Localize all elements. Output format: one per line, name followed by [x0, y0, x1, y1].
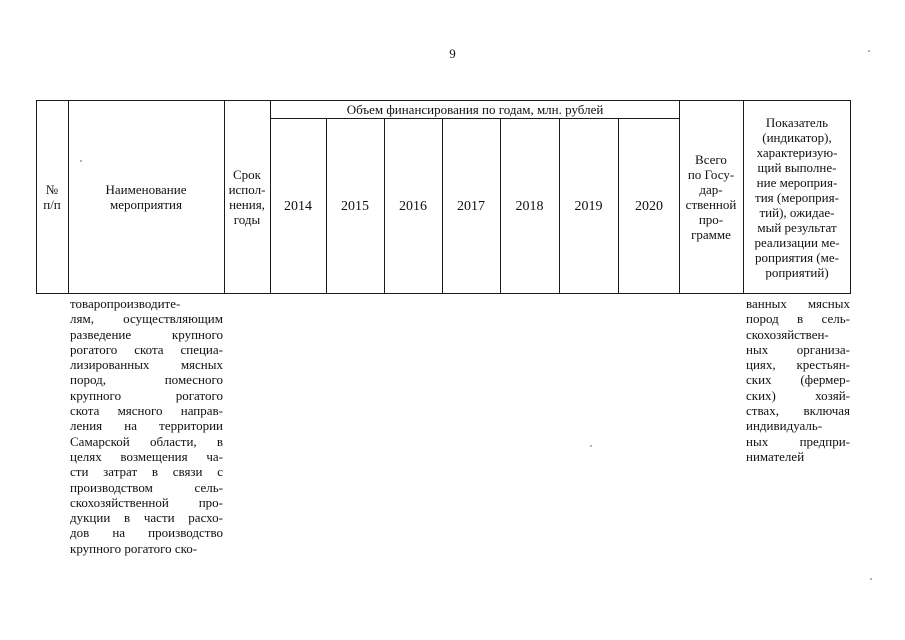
text-line: скохозяйственной про-: [70, 494, 223, 510]
text-line: ствах, включая: [746, 403, 850, 419]
name-column-text: [70, 296, 223, 556]
header-year: 2015: [341, 198, 369, 214]
text-line: пород в сель-: [746, 311, 850, 327]
indicator-column-text: [746, 296, 850, 464]
page-number: 9: [449, 46, 456, 61]
text-line: ванных мясных: [746, 296, 850, 311]
header-number: № п/п: [43, 182, 61, 212]
header-total: Всего по Госу- дар- ственной про- грамме: [685, 152, 737, 242]
header-year: 2016: [399, 198, 427, 214]
text-line: лям, осуществляющим: [70, 311, 223, 327]
header-funding-title: Объем финансирования по годам, млн. рублей: [346, 101, 604, 117]
header-year: 2020: [635, 198, 663, 214]
text-line: ных предпри-: [746, 433, 850, 449]
text-line: Самарской области, в: [70, 433, 223, 449]
header-year: 2017: [457, 198, 485, 214]
text-line: сти затрат в связи с: [70, 464, 223, 480]
text-line: дов на производство: [70, 525, 223, 541]
text-line: разведение крупного: [70, 326, 223, 342]
header-year: 2018: [515, 198, 544, 214]
text-line: циях, крестьян-: [746, 357, 850, 373]
text-line: пород, помесного: [70, 372, 223, 388]
text-line: лизированных мясных: [70, 357, 223, 373]
text-line: целях возмещения ча-: [70, 448, 223, 464]
text-line: индивидуаль-: [746, 418, 823, 434]
text-line: ления на территории: [70, 418, 223, 434]
text-line: ных организа-: [746, 341, 850, 357]
scan-speck: [590, 445, 592, 447]
text-line: производством сель-: [70, 479, 223, 495]
header-year: 2019: [574, 198, 603, 214]
header-name: Наименование мероприятия: [105, 182, 187, 212]
table-header: [36, 100, 851, 294]
text-line: ских) хозяй-: [746, 387, 850, 403]
text-line: нимателей: [746, 448, 805, 464]
text-line: крупного рогатого: [70, 387, 223, 403]
header-term: Срок испол- нения, годы: [228, 167, 266, 227]
header-indicator: Показатель (индикатор), характеризую- щий выполне- ние мероприя- тия (мероприя- тий), ожидае- мый результат реализации ме- роприятия (ме- роприятий): [754, 114, 840, 280]
text-line: скота мясного направ-: [70, 403, 223, 419]
text-line: скохозяйствен-: [746, 326, 829, 342]
text-line: крупного рогатого ско-: [70, 540, 198, 556]
text-line: рогатого скота специа-: [70, 341, 223, 357]
scan-speck: [868, 50, 870, 52]
header-year: 2014: [284, 198, 312, 214]
text-line: дукции в части расхо-: [70, 510, 223, 526]
scan-speck: [870, 578, 872, 580]
text-line: ских (фермер-: [746, 372, 850, 388]
text-line: товаропроизводите-: [70, 296, 181, 311]
scan-speck: [80, 160, 82, 162]
